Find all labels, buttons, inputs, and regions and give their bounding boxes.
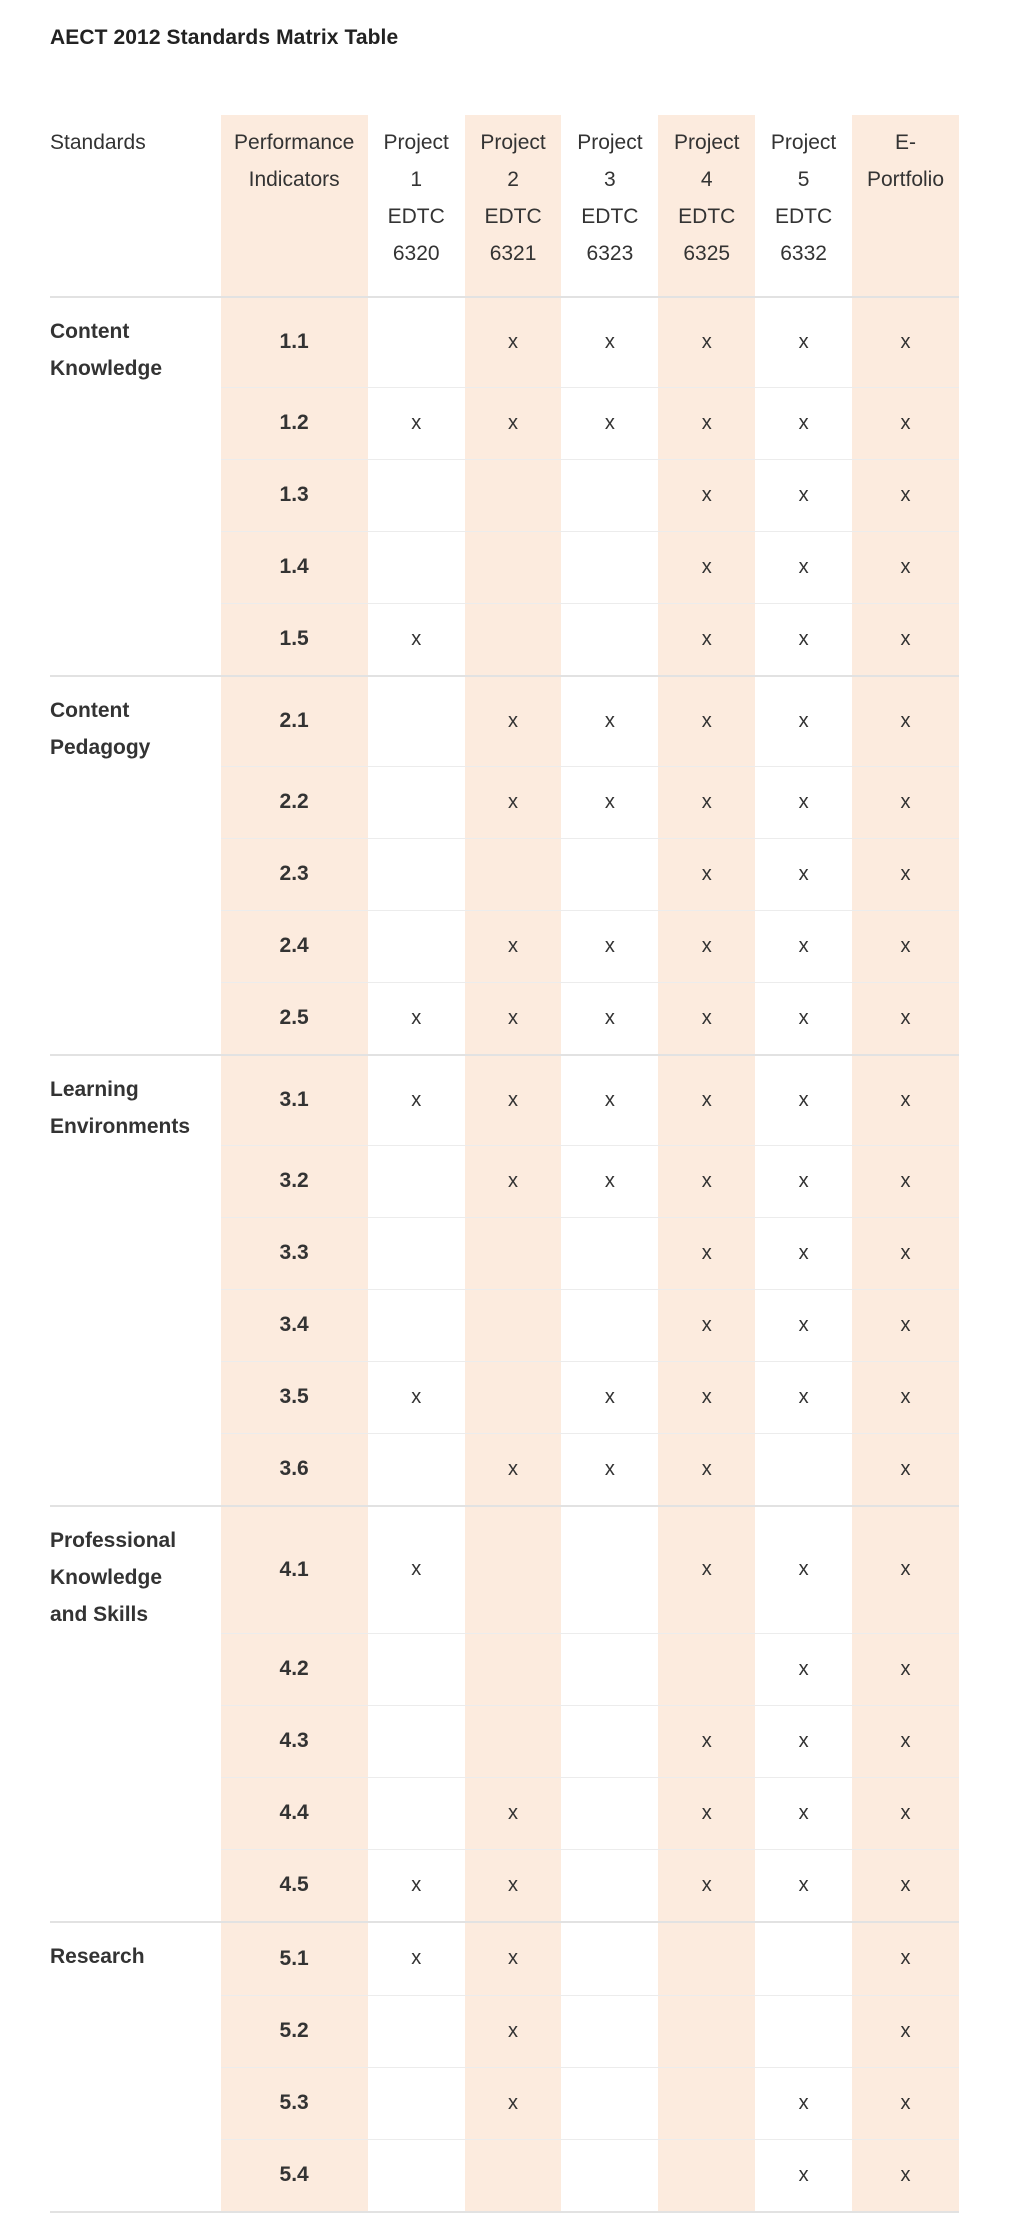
- project-4-mark-cell: x: [658, 982, 755, 1055]
- project-4-mark-cell: x: [658, 297, 755, 387]
- performance-indicator: 3.3: [221, 1217, 368, 1289]
- project-3-mark-cell: x: [561, 1361, 658, 1433]
- project-3-mark-cell: x: [561, 387, 658, 459]
- project-4-mark-cell: x: [658, 1217, 755, 1289]
- project-3-mark-cell: [561, 1289, 658, 1361]
- eportfolio-mark-cell: x: [852, 603, 959, 676]
- table-row: [50, 1289, 959, 1361]
- standard-label: [50, 1055, 221, 1145]
- project-2-mark-cell: [465, 459, 562, 531]
- eportfolio-mark-cell: x: [852, 1849, 959, 1922]
- performance-indicator: 5.1: [221, 1922, 368, 1995]
- performance-indicator: 3.2: [221, 1145, 368, 1217]
- eportfolio-mark-cell: x: [852, 1055, 959, 1145]
- standard-cell-empty: [50, 838, 221, 910]
- project-2-mark-cell: x: [465, 1145, 562, 1217]
- project-1-mark-cell: [368, 1995, 465, 2067]
- performance-indicator: 4.3: [221, 1705, 368, 1777]
- performance-indicator: 4.4: [221, 1777, 368, 1849]
- table-row: [50, 297, 959, 387]
- table-row: [50, 1849, 959, 1922]
- project-3-mark-cell: x: [561, 676, 658, 766]
- project-3-mark-cell: x: [561, 297, 658, 387]
- performance-indicator: 3.1: [221, 1055, 368, 1145]
- project-2-mark-cell: [465, 838, 562, 910]
- project-2-mark-cell: [465, 1506, 562, 1633]
- project-5-mark-cell: x: [755, 1705, 852, 1777]
- project-1-mark-cell: [368, 2067, 465, 2139]
- eportfolio-mark-cell: x: [852, 531, 959, 603]
- eportfolio-mark-cell: x: [852, 297, 959, 387]
- eportfolio-mark-cell: x: [852, 1361, 959, 1433]
- project-3-mark-cell: [561, 1995, 658, 2067]
- project-5-mark-cell: x: [755, 838, 852, 910]
- standard-cell-empty: [50, 1995, 221, 2067]
- project-1-mark-cell: [368, 1145, 465, 1217]
- header-text: 1: [410, 168, 423, 191]
- table-row: [50, 766, 959, 838]
- project-5-mark-cell: x: [755, 676, 852, 766]
- project-1-mark-cell: [368, 838, 465, 910]
- table-row: [50, 2139, 959, 2212]
- project-1-mark-cell: [368, 1633, 465, 1705]
- project-3-mark-cell: [561, 1506, 658, 1633]
- table-row: [50, 603, 959, 676]
- project-2-mark-cell: x: [465, 1849, 562, 1922]
- header-text: Indicators: [248, 168, 340, 191]
- header-text: 5: [797, 168, 810, 191]
- standard-cell-empty: [50, 766, 221, 838]
- standard-label: [50, 1506, 221, 1633]
- eportfolio-mark-cell: x: [852, 1995, 959, 2067]
- project-3-mark-cell: [561, 838, 658, 910]
- project-3-mark-cell: [561, 531, 658, 603]
- performance-indicator: 3.5: [221, 1361, 368, 1433]
- standard-label: [50, 297, 221, 387]
- eportfolio-mark-cell: x: [852, 1433, 959, 1506]
- standard-cell-empty: [50, 459, 221, 531]
- page-title: AECT 2012 Standards Matrix Table: [50, 26, 399, 49]
- table-row: [50, 676, 959, 766]
- standard-cell-empty: [50, 1217, 221, 1289]
- project-1-mark-cell: x: [368, 982, 465, 1055]
- project-3-mark-cell: [561, 1849, 658, 1922]
- project-4-mark-cell: x: [658, 1361, 755, 1433]
- header-project-2: [465, 115, 562, 297]
- standard-label-line: Learning: [50, 1078, 139, 1101]
- project-1-mark-cell: x: [368, 1361, 465, 1433]
- project-3-mark-cell: x: [561, 910, 658, 982]
- project-4-mark-cell: x: [658, 1433, 755, 1506]
- project-1-mark-cell: [368, 1289, 465, 1361]
- project-4-mark-cell: x: [658, 459, 755, 531]
- project-5-mark-cell: x: [755, 1217, 852, 1289]
- project-2-mark-cell: [465, 2139, 562, 2212]
- project-2-mark-cell: x: [465, 1995, 562, 2067]
- header-text: E-: [895, 131, 916, 154]
- header-eportfolio: [852, 115, 959, 297]
- header-text: Project: [577, 131, 643, 154]
- performance-indicator: 4.5: [221, 1849, 368, 1922]
- eportfolio-mark-cell: x: [852, 2139, 959, 2212]
- project-2-mark-cell: [465, 1289, 562, 1361]
- project-3-mark-cell: x: [561, 982, 658, 1055]
- header-text: 4: [700, 168, 713, 191]
- header-text: Project: [480, 131, 546, 154]
- project-2-mark-cell: x: [465, 1777, 562, 1849]
- header-project-4: [658, 115, 755, 297]
- project-1-mark-cell: [368, 459, 465, 531]
- project-2-mark-cell: x: [465, 1055, 562, 1145]
- project-4-mark-cell: [658, 1995, 755, 2067]
- header-text: EDTC: [581, 205, 639, 228]
- project-1-mark-cell: x: [368, 387, 465, 459]
- standard-label-line: Content: [50, 320, 130, 343]
- standard-cell-empty: [50, 2139, 221, 2212]
- standard-cell-empty: [50, 1145, 221, 1217]
- performance-indicator: 2.5: [221, 982, 368, 1055]
- table-row: [50, 838, 959, 910]
- project-5-mark-cell: x: [755, 459, 852, 531]
- standard-cell-empty: [50, 1849, 221, 1922]
- standard-label-line: and Skills: [50, 1603, 149, 1626]
- table-row: [50, 1217, 959, 1289]
- header-project-3: [561, 115, 658, 297]
- project-2-mark-cell: x: [465, 766, 562, 838]
- header-row: [50, 115, 959, 297]
- project-3-mark-cell: [561, 2139, 658, 2212]
- header-project-1: [368, 115, 465, 297]
- eportfolio-mark-cell: x: [852, 1777, 959, 1849]
- project-4-mark-cell: x: [658, 1289, 755, 1361]
- project-1-mark-cell: x: [368, 1506, 465, 1633]
- project-4-mark-cell: x: [658, 1705, 755, 1777]
- project-4-mark-cell: x: [658, 603, 755, 676]
- performance-indicator: 1.2: [221, 387, 368, 459]
- header-text: Project: [770, 131, 837, 154]
- standard-cell-empty: [50, 531, 221, 603]
- project-4-mark-cell: x: [658, 1506, 755, 1633]
- project-4-mark-cell: x: [658, 387, 755, 459]
- project-5-mark-cell: x: [755, 297, 852, 387]
- table-row: [50, 1995, 959, 2067]
- project-1-mark-cell: [368, 531, 465, 603]
- table-row: [50, 459, 959, 531]
- table-row: [50, 1777, 959, 1849]
- project-2-mark-cell: [465, 531, 562, 603]
- eportfolio-mark-cell: x: [852, 387, 959, 459]
- project-2-mark-cell: [465, 1361, 562, 1433]
- standard-cell-empty: [50, 1361, 221, 1433]
- eportfolio-mark-cell: x: [852, 1145, 959, 1217]
- table-row: [50, 1506, 959, 1633]
- project-4-mark-cell: [658, 2139, 755, 2212]
- performance-indicator: 1.4: [221, 531, 368, 603]
- eportfolio-mark-cell: x: [852, 676, 959, 766]
- header-text: EDTC: [484, 205, 542, 228]
- project-1-mark-cell: [368, 910, 465, 982]
- project-3-mark-cell: [561, 1217, 658, 1289]
- eportfolio-mark-cell: x: [852, 1705, 959, 1777]
- project-2-mark-cell: x: [465, 1922, 562, 1995]
- project-2-mark-cell: x: [465, 297, 562, 387]
- standards-matrix-table: [50, 115, 959, 2213]
- standard-cell-empty: [50, 1705, 221, 1777]
- project-3-mark-cell: [561, 1705, 658, 1777]
- project-3-mark-cell: x: [561, 1055, 658, 1145]
- project-5-mark-cell: [755, 1433, 852, 1506]
- eportfolio-mark-cell: x: [852, 2067, 959, 2139]
- performance-indicator: 2.1: [221, 676, 368, 766]
- table-row: [50, 982, 959, 1055]
- project-1-mark-cell: x: [368, 1922, 465, 1995]
- project-5-mark-cell: x: [755, 603, 852, 676]
- standard-label: [50, 676, 221, 766]
- project-2-mark-cell: x: [465, 2067, 562, 2139]
- table-row: [50, 2067, 959, 2139]
- project-3-mark-cell: [561, 2067, 658, 2139]
- project-1-mark-cell: x: [368, 1055, 465, 1145]
- header-text: EDTC: [387, 205, 445, 228]
- eportfolio-mark-cell: x: [852, 838, 959, 910]
- table-row: [50, 1055, 959, 1145]
- table-row: [50, 910, 959, 982]
- performance-indicator: 3.6: [221, 1433, 368, 1506]
- project-2-mark-cell: x: [465, 387, 562, 459]
- project-4-mark-cell: x: [658, 910, 755, 982]
- project-4-mark-cell: [658, 1922, 755, 1995]
- table-row: [50, 1922, 959, 1995]
- performance-indicator: 2.2: [221, 766, 368, 838]
- performance-indicator: 2.3: [221, 838, 368, 910]
- project-4-mark-cell: x: [658, 1145, 755, 1217]
- project-5-mark-cell: x: [755, 1055, 852, 1145]
- project-5-mark-cell: x: [755, 1633, 852, 1705]
- project-5-mark-cell: x: [755, 1289, 852, 1361]
- standard-cell-empty: [50, 2067, 221, 2139]
- project-1-mark-cell: [368, 1705, 465, 1777]
- standard-label: [50, 1922, 221, 1995]
- performance-indicator: 1.3: [221, 459, 368, 531]
- standard-cell-empty: [50, 603, 221, 676]
- standard-cell-empty: [50, 1433, 221, 1506]
- project-4-mark-cell: x: [658, 531, 755, 603]
- project-4-mark-cell: x: [658, 1055, 755, 1145]
- eportfolio-mark-cell: x: [852, 1289, 959, 1361]
- project-4-mark-cell: x: [658, 1849, 755, 1922]
- project-4-mark-cell: x: [658, 1777, 755, 1849]
- eportfolio-mark-cell: x: [852, 1922, 959, 1995]
- header-text: 2: [507, 168, 519, 191]
- table-row: [50, 1361, 959, 1433]
- standard-label-line: Content: [50, 699, 130, 722]
- table-body: [50, 297, 959, 2212]
- project-3-mark-cell: x: [561, 766, 658, 838]
- standard-cell-empty: [50, 910, 221, 982]
- project-2-mark-cell: [465, 603, 562, 676]
- standard-cell-empty: [50, 1777, 221, 1849]
- project-3-mark-cell: [561, 1922, 658, 1995]
- standard-label-line: Pedagogy: [50, 736, 151, 759]
- project-5-mark-cell: x: [755, 1506, 852, 1633]
- project-4-mark-cell: x: [658, 676, 755, 766]
- eportfolio-mark-cell: x: [852, 1633, 959, 1705]
- project-5-mark-cell: x: [755, 1849, 852, 1922]
- header-project-5: [755, 115, 852, 297]
- standard-label-line: Professional: [50, 1529, 177, 1552]
- header-text: EDTC: [774, 205, 833, 228]
- project-2-mark-cell: x: [465, 982, 562, 1055]
- project-3-mark-cell: [561, 1633, 658, 1705]
- project-2-mark-cell: [465, 1217, 562, 1289]
- performance-indicator: 3.4: [221, 1289, 368, 1361]
- project-3-mark-cell: [561, 1777, 658, 1849]
- project-4-mark-cell: [658, 1633, 755, 1705]
- project-5-mark-cell: x: [755, 387, 852, 459]
- table-row: [50, 1705, 959, 1777]
- performance-indicator: 5.2: [221, 1995, 368, 2067]
- project-5-mark-cell: x: [755, 910, 852, 982]
- header-text: 6332: [780, 242, 827, 265]
- project-2-mark-cell: [465, 1633, 562, 1705]
- header-text: Project: [383, 131, 449, 154]
- project-3-mark-cell: [561, 603, 658, 676]
- header-text: 6323: [586, 242, 634, 265]
- project-1-mark-cell: [368, 2139, 465, 2212]
- header-text: 3: [604, 168, 616, 191]
- table-row: [50, 387, 959, 459]
- project-1-mark-cell: [368, 1217, 465, 1289]
- header-text: Project: [674, 131, 740, 154]
- header-text: Portfolio: [866, 168, 945, 191]
- header-text: 6325: [683, 242, 731, 265]
- project-2-mark-cell: x: [465, 910, 562, 982]
- eportfolio-mark-cell: x: [852, 1217, 959, 1289]
- table-row: [50, 1145, 959, 1217]
- project-4-mark-cell: x: [658, 766, 755, 838]
- project-2-mark-cell: [465, 1705, 562, 1777]
- project-4-mark-cell: [658, 2067, 755, 2139]
- table-row: [50, 1433, 959, 1506]
- project-1-mark-cell: x: [368, 1849, 465, 1922]
- project-5-mark-cell: x: [755, 2139, 852, 2212]
- project-3-mark-cell: x: [561, 1433, 658, 1506]
- project-5-mark-cell: [755, 1995, 852, 2067]
- standard-cell-empty: [50, 387, 221, 459]
- project-1-mark-cell: [368, 1433, 465, 1506]
- project-1-mark-cell: x: [368, 603, 465, 676]
- project-3-mark-cell: x: [561, 1145, 658, 1217]
- project-5-mark-cell: x: [755, 1361, 852, 1433]
- eportfolio-mark-cell: x: [852, 982, 959, 1055]
- project-5-mark-cell: [755, 1922, 852, 1995]
- project-5-mark-cell: x: [755, 531, 852, 603]
- project-2-mark-cell: x: [465, 1433, 562, 1506]
- header-text: 6321: [489, 242, 537, 265]
- project-5-mark-cell: x: [755, 766, 852, 838]
- project-2-mark-cell: x: [465, 676, 562, 766]
- performance-indicator: 2.4: [221, 910, 368, 982]
- project-1-mark-cell: [368, 1777, 465, 1849]
- performance-indicator: 1.5: [221, 603, 368, 676]
- eportfolio-mark-cell: x: [852, 910, 959, 982]
- standard-cell-empty: [50, 1289, 221, 1361]
- header-text: EDTC: [678, 205, 736, 228]
- performance-indicator: 4.2: [221, 1633, 368, 1705]
- header-performance-indicators: [221, 115, 368, 297]
- project-1-mark-cell: [368, 676, 465, 766]
- project-3-mark-cell: [561, 459, 658, 531]
- standard-label-line: Knowledge: [50, 1566, 163, 1589]
- eportfolio-mark-cell: x: [852, 766, 959, 838]
- eportfolio-mark-cell: x: [852, 459, 959, 531]
- header-text: 6320: [392, 242, 440, 265]
- project-1-mark-cell: [368, 297, 465, 387]
- table-row: [50, 1633, 959, 1705]
- performance-indicator: 5.3: [221, 2067, 368, 2139]
- performance-indicator: 5.4: [221, 2139, 368, 2212]
- project-5-mark-cell: x: [755, 982, 852, 1055]
- header-text: Performance: [234, 131, 355, 154]
- project-5-mark-cell: x: [755, 2067, 852, 2139]
- performance-indicator: 1.1: [221, 297, 368, 387]
- project-1-mark-cell: [368, 766, 465, 838]
- header-standards: Standards: [50, 131, 146, 154]
- project-5-mark-cell: x: [755, 1777, 852, 1849]
- standard-cell-empty: [50, 982, 221, 1055]
- performance-indicator: 4.1: [221, 1506, 368, 1633]
- standard-label-line: Environments: [50, 1115, 191, 1138]
- project-4-mark-cell: x: [658, 838, 755, 910]
- table-row: [50, 531, 959, 603]
- project-5-mark-cell: x: [755, 1145, 852, 1217]
- table-header: [50, 115, 959, 297]
- eportfolio-mark-cell: x: [852, 1506, 959, 1633]
- standard-cell-empty: [50, 1633, 221, 1705]
- standard-label-line: Knowledge: [50, 357, 163, 380]
- standard-label-line: Research: [50, 1945, 145, 1968]
